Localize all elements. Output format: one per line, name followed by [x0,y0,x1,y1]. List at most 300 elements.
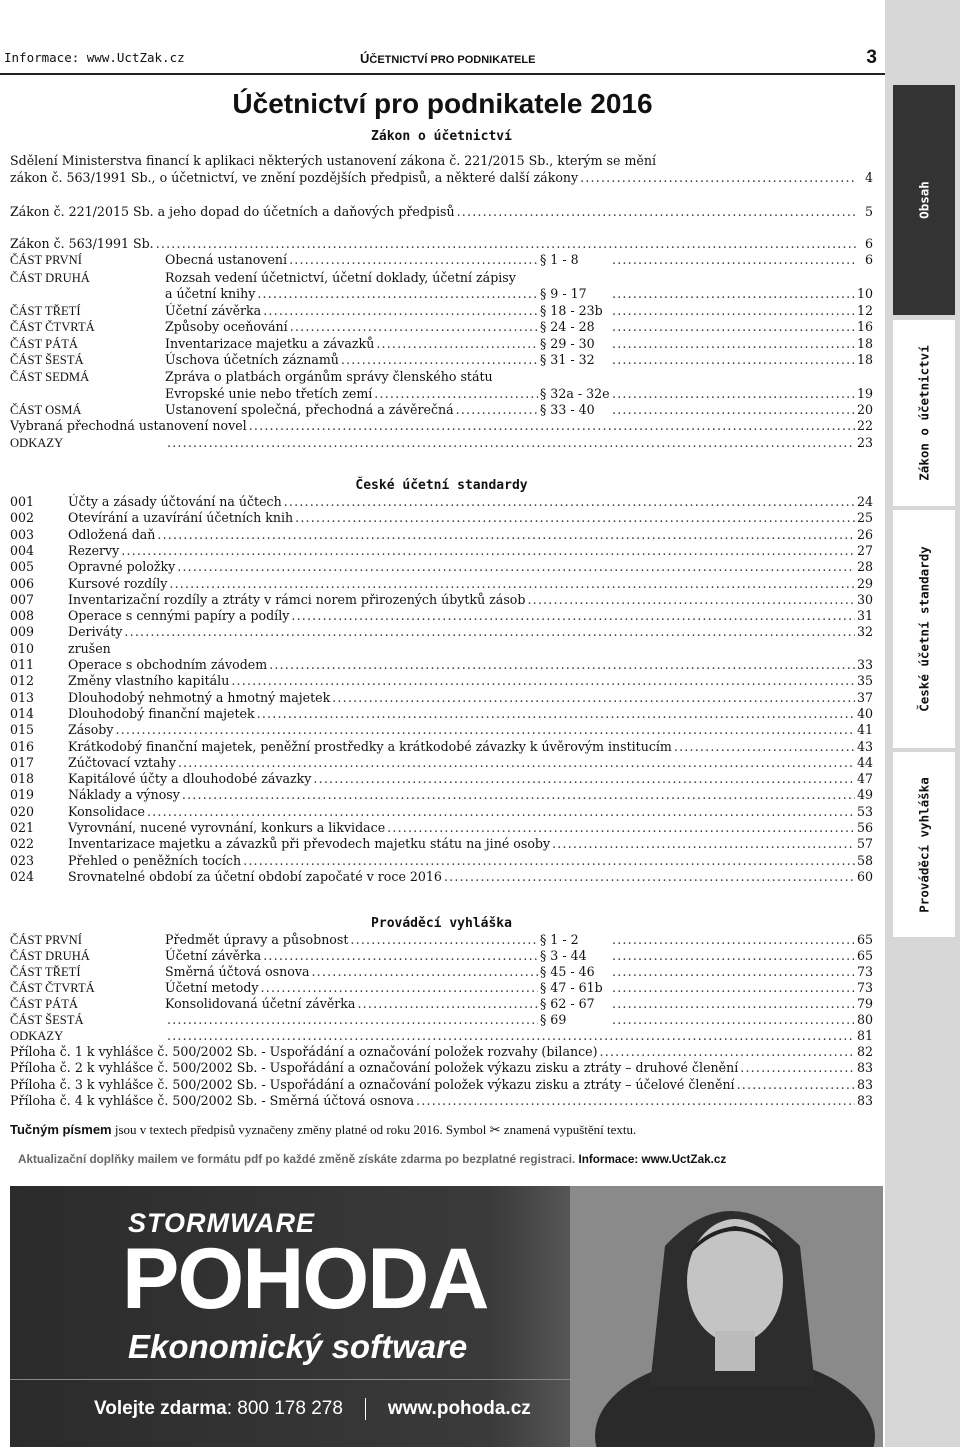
standard-title: Srovnatelné období za účetní období započaté v roce 2016 [68,868,442,884]
leader-dots [157,527,855,543]
leader-dots [376,336,538,352]
leader-dots [332,690,855,706]
page-ref: 29 [856,575,873,591]
page-ref: 23 [856,435,873,450]
toc-row[interactable] [10,576,873,592]
page-ref: 19 [856,386,873,401]
part-title: Ustanovení společná, přechodná a závěrečná [165,402,454,417]
toc-row[interactable] [10,336,873,352]
ad-brand: STORMWARE [128,1208,316,1238]
leader-dots [612,402,855,418]
toc-row[interactable] [10,369,873,385]
toc-row[interactable] [10,1044,873,1060]
part-title: Účetní závěrka [165,948,262,963]
page-ref: 53 [856,803,873,819]
ad-call: Volejte zdarma: 800 178 278 www.pohoda.cz [94,1398,531,1420]
paragraph-range: § 29 - 30 [540,336,595,351]
tab-vyhlaska[interactable]: Prováděcí vyhláška [893,752,955,937]
leader-dots [124,624,855,640]
page-ref: 80 [856,1012,873,1027]
leader-dots [612,352,855,368]
leader-dots [311,964,538,980]
part-title-cell [165,286,540,302]
page-ref: 30 [856,591,873,607]
toc-row[interactable] [10,706,873,722]
leader-dots [612,252,857,268]
ad-subtitle: Ekonomický software [128,1328,468,1365]
standard-number: 009 [10,624,35,640]
leader-dots [257,286,538,302]
page-ref: 43 [856,738,873,754]
page-ref: 5 [864,204,873,219]
standard-title: Zúčtovací vztahy [68,754,176,770]
part-title-cell [165,336,540,352]
standard-number: 013 [10,689,35,705]
section-heading: České účetní standardy [355,478,528,493]
page-ref: 10 [856,286,873,301]
toc-row[interactable] [10,980,873,996]
toc-row[interactable] [10,1012,873,1028]
page-ref: 25 [856,510,873,526]
part-title-cell [165,270,540,286]
part-title: Předmět úpravy a působnost [165,932,349,947]
page-ref: 16 [856,319,873,334]
toc-row[interactable] [10,319,873,335]
part-title: Inventarizace majetku a závazků [165,336,375,351]
toc-row[interactable] [10,948,873,964]
toc-row[interactable] [10,510,873,526]
part-title: Rozsah vedení účetnictví, účetní doklady, účetní zápisy [165,270,516,285]
standard-number: 018 [10,771,35,787]
running-title: ÚČETNICTVÍ PRO PODNIKATELE [360,51,536,66]
leader-dots [115,722,854,738]
advertisement[interactable] [10,1186,883,1447]
page-ref: 65 [856,948,873,963]
standard-number: 017 [10,754,35,770]
page-ref: 56 [856,820,873,835]
leader-dots [169,576,855,592]
page-ref: 26 [856,526,873,542]
standard-number: 008 [10,608,35,624]
page-title: Účetnictví pro podnikatele 2016 [232,88,653,119]
toc-row[interactable] [10,559,873,575]
standard-number: 010 [10,640,35,656]
standard-number: 012 [10,673,35,689]
standard-number: 011 [10,657,35,672]
page-ref: 73 [856,980,873,995]
part-title-cell [165,386,540,402]
toc-row[interactable] [10,494,873,510]
page-ref: 6 [864,236,873,251]
leader-dots [457,204,857,220]
leader-dots [740,1060,855,1076]
page-number: 3 [866,47,877,68]
standard-title: Odložená daň [68,526,156,542]
toc-row[interactable] [10,1077,873,1093]
leader-dots [416,1093,855,1109]
page-ref: 32 [856,624,873,640]
standard-title: Kursové rozdíly [68,575,168,591]
running-header [0,47,885,70]
part-label: ČÁST ČTVRTÁ [10,981,95,995]
page-ref: 79 [856,996,873,1011]
paragraph-range: § 1 - 2 [540,932,579,947]
page-ref: 18 [856,336,873,351]
page-ref: 18 [856,352,873,367]
toc-row[interactable] [10,673,873,689]
toc-row[interactable] [10,402,873,418]
standard-number: 002 [10,510,35,526]
leader-dots [167,1012,538,1028]
toc-row[interactable] [10,303,873,319]
page-ref: 41 [856,722,873,738]
part-title-cell [165,319,540,335]
toc-row[interactable] [10,836,873,852]
standard-title: Účty a zásady účtování na účtech [68,494,282,509]
leader-dots [612,386,855,402]
leader-dots [612,980,855,996]
leader-dots [167,435,855,451]
page-ref: 28 [856,559,873,575]
leader-dots [121,543,855,559]
leader-dots [612,932,855,948]
part-label: ČÁST DRUHÁ [10,271,90,285]
standard-title: Rezervy [68,542,120,558]
toc-row[interactable] [10,1028,873,1044]
leader-dots [612,964,855,980]
toc-row[interactable] [10,932,873,948]
leader-dots [350,932,538,948]
leader-dots [357,996,538,1012]
standard-number: 007 [10,591,35,607]
toc-row[interactable] [10,641,873,657]
part-label: ČÁST TŘETÍ [10,965,81,979]
paragraph-range: § 47 - 61b [540,980,603,995]
standard-title: Náklady a výnosy [68,787,180,803]
standard-number: 022 [10,836,35,852]
toc-row[interactable] [10,608,873,624]
part-title-cell [165,1012,540,1028]
page-ref: 37 [856,689,873,705]
page-ref: 4 [864,170,873,185]
standard-title: Vyrovnání, nucené vyrovnání, konkurs a likvidace [68,820,386,835]
leader-dots [612,286,855,302]
toc-row[interactable] [10,592,873,608]
part-title-cell [165,252,540,268]
standard-number: 006 [10,575,35,591]
leader-dots [178,755,855,771]
standard-number: 023 [10,852,35,868]
paragraph-range: § 9 - 17 [540,286,587,301]
leader-dots [552,836,855,852]
toc-row[interactable] [10,722,873,738]
part-title: Účetní metody [165,980,259,995]
part-title: Zpráva o platbách orgánům správy členského státu [165,369,493,384]
part-title-cell [165,369,540,385]
part-title-cell [165,402,540,418]
standard-number: 020 [10,803,35,819]
part-label: ČÁST TŘETÍ [10,304,81,318]
paragraph-range: § 45 - 46 [540,964,595,979]
toc-row[interactable] [10,869,873,885]
part-label: ČÁST ŠESTÁ [10,353,84,367]
part-title: Úschova účetních záznamů [165,352,339,367]
leader-dots [263,303,538,319]
toc-row[interactable] [10,386,873,402]
part-title: Účetní závěrka [165,303,262,318]
standard-number: 015 [10,722,35,738]
intro-line: Sdělení Ministerstva financí k aplikaci některých ustanovení zákona č. 221/2015 Sb., kterým se mění [10,153,656,168]
entry-title: Zákon č. 563/1991 Sb. [10,236,154,251]
header-info: Informace: www.UctZak.cz [4,50,185,65]
woman-photo-icon [570,1186,883,1447]
leader-dots [291,608,855,624]
toc-row[interactable] [10,853,873,869]
leader-dots [249,418,855,434]
section-heading: Prováděcí vyhláška [371,916,512,931]
toc-row[interactable] [10,270,873,286]
toc-row[interactable] [10,690,873,706]
appendix-title: Příloha č. 3 k vyhlášce č. 500/2002 Sb. - Uspořádání a označování položek výkazu zisku a ztráty – účelové členění [10,1076,735,1092]
standard-number: 014 [10,705,35,721]
part-label: ČÁST PÁTÁ [10,997,78,1011]
appendix-title: Příloha č. 1 k vyhlášce č. 500/2002 Sb. - Uspořádání a označování položek rozvahy (bilance) [10,1044,598,1059]
toc-row[interactable] [10,771,873,787]
toc-row[interactable] [10,236,873,252]
scissors-icon: ✂ [489,1122,501,1137]
leader-dots [456,402,538,418]
leader-dots [295,510,855,526]
leader-dots [243,853,855,869]
entry-title: Zákon č. 221/2015 Sb. a jeho dopad do účetních a daňových předpisů [10,204,455,219]
toc-row[interactable] [10,820,873,836]
intro-line: zákon č. 563/1991 Sb., o účetnictví, ve znění pozdějších předpisů, a některé další zákony [10,170,579,185]
leader-dots [444,869,855,885]
leader-dots [261,980,538,996]
page-ref: 40 [856,705,873,721]
part-title: Konsolidovaná účetní závěrka [165,996,356,1011]
leader-dots [257,706,855,722]
toc-row[interactable] [10,624,873,640]
paragraph-range: § 32a - 32e [540,386,610,401]
page-ref: 44 [856,754,873,770]
page-ref: 83 [856,1076,873,1092]
appendix-title: Příloha č. 4 k vyhlášce č. 500/2002 Sb. - Směrná účtová osnova [10,1092,415,1108]
paragraph-range: § 33 - 40 [540,402,595,417]
standard-title: Konsolidace [68,803,145,819]
page-ref: 24 [856,494,873,509]
standard-title: Deriváty [68,624,123,640]
part-label: ČÁST PRVNÍ [10,933,82,947]
part-title-cell [165,948,540,964]
leader-dots [612,319,855,335]
standard-number: 004 [10,542,35,558]
page-ref: 82 [856,1044,873,1059]
paragraph-range: § 31 - 32 [540,352,595,367]
standard-title: Přehled o peněžních tocích [68,852,242,868]
standard-title: Krátkodobý finanční majetek, peněžní prostředky a krátkodobé závazky k úvěrovým institucím [68,738,672,754]
toc-row[interactable] [10,286,873,302]
toc-row[interactable] [10,657,873,673]
standard-number: 019 [10,787,35,803]
leader-dots [269,657,855,673]
page-ref: 20 [856,402,873,417]
part-title-cell [165,964,540,980]
promo-line: Aktualizační doplňky mailem ve formátu pdf po každé změně získáte zdarma po bezplatné registraci. Informace: www.UctZak.cz [18,1153,727,1166]
standard-number: 024 [10,868,35,884]
page-ref: 83 [856,1060,873,1076]
tab-standardy[interactable]: České účetní standardy [893,510,955,748]
page-ref: 33 [856,657,873,672]
page-ref: 58 [856,852,873,868]
toc-row[interactable] [10,755,873,771]
leader-dots [612,336,855,352]
page-ref: 73 [856,964,873,979]
toc-row[interactable] [10,739,873,755]
standard-title: Dlouhodobý finanční majetek [68,705,255,721]
part-title: Obecná ustanovení [165,252,288,267]
standard-number: 005 [10,559,35,575]
page-ref: 27 [856,542,873,558]
tab-zakon[interactable]: Zákon o účetnictví [893,320,955,506]
leader-dots [374,386,538,402]
leader-dots [612,303,855,319]
standard-title: Operace s cennými papíry a podíly [68,608,290,624]
toc-row[interactable] [10,204,873,220]
toc-row[interactable] [10,527,873,543]
leader-dots [387,820,855,836]
toc-row[interactable] [10,153,873,169]
entry-title: Vybraná přechodná ustanovení novel [10,418,247,433]
leader-dots [289,252,538,268]
toc-row[interactable] [10,996,873,1012]
toc-row[interactable] [10,435,873,451]
ad-product: POHODA [122,1231,488,1327]
paragraph-range: § 62 - 67 [540,996,595,1011]
standard-title: Zásoby [68,722,114,738]
part-title-cell [165,352,540,368]
standard-number: 003 [10,526,35,542]
toc-row[interactable] [10,170,873,186]
part-title-cell [165,932,540,948]
section-heading: Zákon o účetnictví [371,129,512,144]
entry-title: ODKAZY [10,1029,64,1043]
toc-row[interactable] [10,418,873,434]
page-ref: 83 [856,1092,873,1108]
legend-note: Tučným písmem jsou v textech předpisů vyznačeny změny platné od roku 2016. Symbol ✂ znamená vypuštění textu. [10,1122,637,1137]
header-divider [0,73,885,75]
appendix-title: Příloha č. 2 k vyhlášce č. 500/2002 Sb. - Uspořádání a označování položek výkazu zisku a ztráty – druhové členění [10,1060,739,1076]
entry-title: ODKAZY [10,436,64,450]
part-title-cell [165,303,540,319]
page-ref: 6 [864,252,873,267]
leader-dots [177,559,855,575]
toc-row[interactable] [10,543,873,559]
promo-link[interactable]: Informace: www.UctZak.cz [578,1153,727,1166]
page-ref: 12 [856,303,873,318]
standard-number: 021 [10,820,35,835]
standard-title: Operace s obchodním závodem [68,657,268,672]
leader-dots [147,804,855,820]
leader-dots [674,739,855,755]
standard-title: Změny vlastního kapitálu [68,673,230,689]
leader-dots [182,787,855,803]
paragraph-range: § 18 - 23b [540,303,603,318]
paragraph-range: § 1 - 8 [540,252,579,267]
paragraph-range: § 24 - 28 [540,319,595,334]
standard-title: Inventarizační rozdíly a ztráty v rámci norem přirozených úbytků zásob [68,591,526,607]
part-label: ČÁST SEDMÁ [10,370,90,384]
page-ref: 22 [856,418,873,433]
leader-dots [527,592,855,608]
standard-title: zrušen [68,640,111,656]
part-label: ČÁST PÁTÁ [10,337,78,351]
page-ref: 35 [856,673,873,689]
leader-dots [341,352,538,368]
leader-dots [600,1044,855,1060]
standard-title: Dlouhodobý nehmotný a hmotný majetek [68,689,331,705]
page-ref: 57 [856,836,873,852]
page-ref: 81 [856,1028,873,1043]
toc-row[interactable] [10,804,873,820]
part-title-cell [165,996,540,1012]
standard-title: Kapitálové účty a dlouhodobé závazky [68,771,312,787]
ad-web-link[interactable]: www.pohoda.cz [387,1398,531,1420]
leader-dots [737,1077,855,1093]
leader-dots [231,673,855,689]
part-label: ČÁST PRVNÍ [10,253,82,267]
leader-dots [263,948,538,964]
page-ref: 60 [856,868,873,884]
leader-dots [612,996,855,1012]
leader-dots [612,948,855,964]
leader-dots [580,170,857,186]
leader-dots [156,236,857,252]
leader-dots [612,1012,855,1028]
standard-title: Inventarizace majetku a závazků při převodech majetku státu na jiné osoby [68,836,551,852]
part-label: ČÁST ČTVRTÁ [10,320,95,334]
standard-title: Opravné položky [68,559,176,575]
toc-row[interactable] [10,964,873,980]
part-label: ČÁST OSMÁ [10,403,82,417]
toc-row[interactable] [10,1060,873,1076]
page-ref: 47 [856,771,873,787]
toc-row[interactable] [10,252,873,268]
part-label: ČÁST DRUHÁ [10,949,90,963]
part-title: Evropské unie nebo třetích zemí [165,386,373,401]
paragraph-range: § 3 - 44 [540,948,587,963]
leader-dots [284,494,855,510]
toc-row[interactable] [10,1093,873,1109]
part-title: Směrná účtová osnova [165,964,310,979]
part-title: Způsoby oceňování [165,319,288,334]
page-ref: 65 [856,932,873,947]
page-ref: 31 [856,608,873,624]
standard-number: 016 [10,738,35,754]
standard-title: Otevírání a uzavírání účetních knih [68,510,294,526]
leader-dots [313,771,855,787]
part-title-cell [165,980,540,996]
page-ref: 49 [856,787,873,803]
paragraph-range: § 69 [540,1012,567,1027]
leader-dots [290,319,538,335]
tab-obsah[interactable]: Obsah [893,85,955,315]
part-title: a účetní knihy [165,286,256,301]
part-label: ČÁST ŠESTÁ [10,1013,84,1027]
toc-row[interactable] [10,352,873,368]
toc-row[interactable] [10,787,873,803]
standard-number: 001 [10,494,35,509]
